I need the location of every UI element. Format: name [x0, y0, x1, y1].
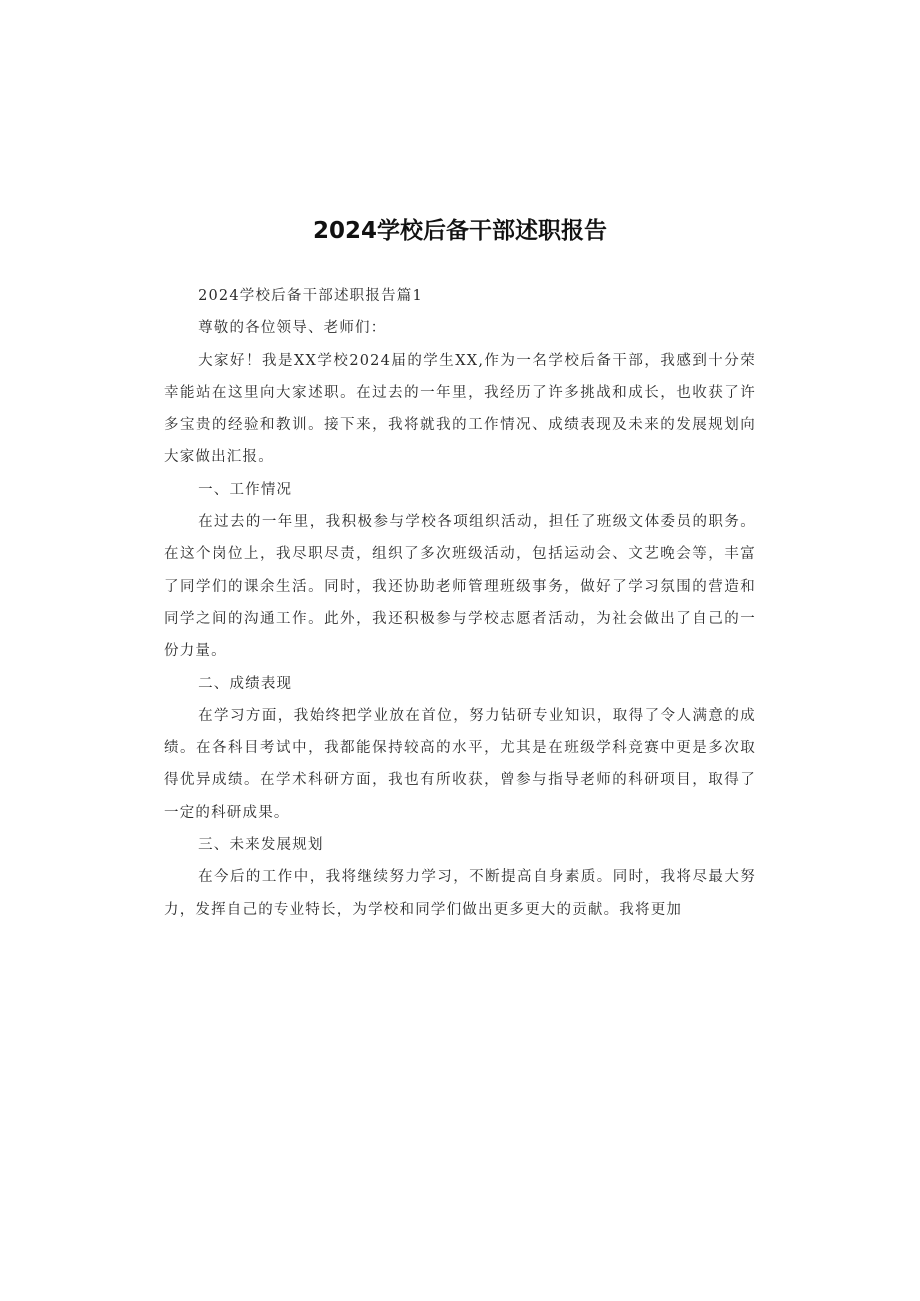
document-title: 2024学校后备干部述职报告	[312, 218, 607, 244]
section-heading-work: 一、工作情况	[198, 481, 293, 498]
paragraph-performance: 在学习方面，我始终把学业放在首位，努力钻研专业知识，取得了令人满意的成绩。在各科目考试中，我都能保持较高的水平，尤其是在班级学科竞赛中更是多次取得优异成绩。在学术科研方面，我也有所收获，曾参与指导老师的科研项目，取得了一定的科研成果。	[164, 707, 756, 821]
paragraph-work: 在过去的一年里，我积极参与学校各项组织活动，担任了班级文体委员的职务。在这个岗位上，我尽职尽责，组织了多次班级活动，包括运动会、文艺晚会等，丰富了同学们的课余生活。同时，我还协助老师管理班级事务，做好了学习氛围的营造和同学之间的沟通工作。此外，我还积极参与学校志愿者活动，为社会做出了自己的一份力量。	[164, 514, 756, 660]
paragraph-introduction: 大家好！我是XX学校2024届的学生XX,作为一名学校后备干部，我感到十分荣幸能站在这里向大家述职。在过去的一年里，我经历了许多挑战和成长，也收获了许多宝贵的经验和教训。接下来，我将就我的工作情况、成绩表现及未来的发展规划向大家做出汇报。	[164, 352, 756, 466]
section-heading-plan: 三、未来发展规划	[198, 837, 324, 854]
document-body	[164, 280, 756, 926]
section-heading-performance: 二、成绩表现	[198, 675, 293, 692]
salutation: 尊敬的各位领导、老师们：	[198, 320, 387, 337]
section-heading-report: 2024学校后备干部述职报告篇1	[198, 288, 423, 304]
paragraph-plan: 在今后的工作中，我将继续努力学习，不断提高自身素质。同时，我将尽最大努力，发挥自己的专业特长，为学校和同学们做出更多更大的贡献。我将更加	[164, 869, 756, 918]
